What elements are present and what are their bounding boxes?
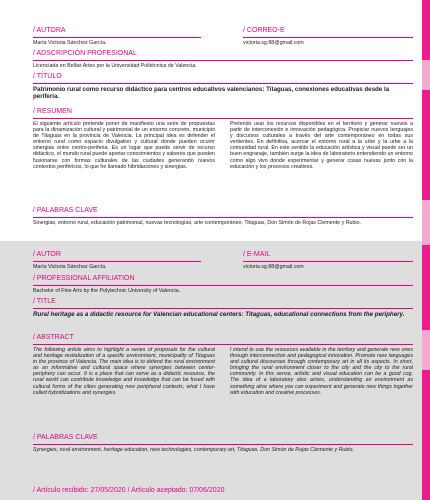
edge-strip-fade bbox=[422, 200, 430, 245]
es-author-heading: / AUTORA bbox=[33, 27, 201, 38]
en-author-name: María Victoria Sánchez García. bbox=[33, 264, 107, 270]
received-date: / Artículo recibido: 27/05/2020 bbox=[33, 487, 126, 494]
en-abstract-right: I intend to use the resources available in the territory and generate new ones through interconnection and pedagogical innovation. Promote new languages and cultural discourses through contemporary art in all its aspects. In short, bringing the rural environment closer to the city and the city to the rural community. In this sense, artistic and visual education can be a good cog. The idea of a laboratory also arises, understanding an environment as something alive where you can experiment and generate new things together with education and creative processes. bbox=[230, 347, 413, 396]
en-keywords-heading: / PALABRAS CLAVE bbox=[33, 434, 413, 445]
es-article-title: Patrimonio rural como recurso didáctico para centros educativos valencianos: Titaguas, conexiones educativas desde la periferia. bbox=[33, 86, 390, 100]
es-email: victoria.sg.88@gmail.com bbox=[243, 40, 304, 46]
es-abstract-section bbox=[33, 108, 413, 119]
en-email-heading: / E-MAIL bbox=[243, 251, 413, 262]
en-abstract-heading: / ABSTRACT bbox=[33, 334, 413, 345]
es-email-section bbox=[243, 27, 413, 46]
es-email-heading: / CORREO-E bbox=[243, 27, 413, 38]
dates-footer bbox=[33, 487, 224, 494]
en-title-section bbox=[33, 298, 413, 318]
en-email-section bbox=[243, 251, 413, 270]
es-author-section bbox=[33, 27, 201, 46]
es-affiliation-section bbox=[33, 50, 413, 69]
en-author-heading: / AUTOR bbox=[33, 251, 201, 262]
en-keywords-section bbox=[33, 434, 413, 453]
en-affiliation-section bbox=[33, 275, 413, 294]
en-keywords: Synergies, rural environment, heritage education, new technologies, contemporary art, Titaguas, Don Simón de Rojas Clemente y Rubio. bbox=[33, 447, 354, 453]
en-abstract-section bbox=[33, 334, 413, 345]
en-title-heading: / TITLE bbox=[33, 298, 413, 309]
es-author-name: María Victoria Sánchez García. bbox=[33, 40, 107, 46]
es-keywords-heading: / PALABRAS CLAVE bbox=[33, 207, 413, 218]
en-abstract-left: The following article aims to highlight a series of proposals for the cultural and heritage revitalization of a specific environment, municipality of Titaguas in the province of Valencia. The main idea is to defend the rural environment as an informative and cultural space where synergies between center-periphery can occur. It is a place that can serve as a didactic resource, the rural world can contribute knowledge and knowledge that can be fused with cultural forms of the cities generating new peripheral contexts, what I have called hybridizations and synergies. bbox=[33, 347, 215, 396]
es-abstract-left: El siguiente artículo pretende poner de manifiesto una serie de propuestas para la dinamización cultural y patrimonial de un entorno concreto, municipio de Titaguas en la provincia de Valencia. La principal idea es defender el entorno rural como espacio divulgativo y cultural donde pueden ocurrir sinergias entre centro-periferia. Es un lugar que puede servir de recurso didáctico, el mundo rural puede aportar conocimientos y saberes que pueden fusionarse con formas culturales de las ciudades generando nuevos contextos periféricos, lo que he llamado hibridaciones y sinergias. bbox=[33, 121, 215, 170]
es-abstract-heading: / RESUMEN bbox=[33, 108, 413, 119]
es-title-section bbox=[33, 73, 413, 100]
es-affiliation-heading: / ADSCRIPCIÓN PROFESIONAL bbox=[33, 50, 413, 61]
es-keywords: Sinergias, entorno rural, educación patrimonial, nuevas tecnologías, arte contemporáneo, Titaguas, Don Simón de Rojas Clemente y Rubio. bbox=[33, 220, 362, 226]
en-article-title: Rural heritage as a didactic resource for Valencian educational centers: Titaguas, educational connections from the periphery. bbox=[33, 311, 405, 318]
footer-separator: / bbox=[125, 487, 132, 494]
es-abstract-right: Pretendo usar los recursos disponibles en el territorio y generar nuevos a partir de interconexión e innovación pedagógica. Propiciar nuevos lenguajes y discursos culturales a través del arte contemporáneo en todas sus vertientes. En definitiva, acercar el entorno rural a la urbe y la urbe a la comunidad rural. En este sentido la educación artística y visual puede ser un buen engranaje, también surge la idea de laboratorio entendiendo un entorno como algo vivo donde experimentar y generar cosas nuevas junto con la educación y los procesos creativos. bbox=[230, 121, 413, 170]
en-affiliation: Bachelor of Fine Arts by the Polytechnic University of Valencia. bbox=[33, 288, 181, 294]
es-title-heading: / TÍTULO bbox=[33, 73, 413, 84]
es-keywords-section bbox=[33, 207, 413, 226]
edge-strip-fade bbox=[422, 60, 430, 90]
accepted-date: Artículo aceptado: 07/06/2020 bbox=[131, 487, 225, 494]
edge-strip-fade bbox=[422, 330, 430, 370]
en-affiliation-heading: / PROFESSIONAL AFFILIATION bbox=[33, 275, 413, 286]
en-email: victoria.sg.88@gmail.com bbox=[243, 264, 304, 270]
en-author-section bbox=[33, 251, 201, 270]
es-affiliation: Licenciada en Bellas Artes por la Universidad Politécnica de Valencia. bbox=[33, 63, 197, 69]
edge-color-strip bbox=[422, 0, 430, 500]
